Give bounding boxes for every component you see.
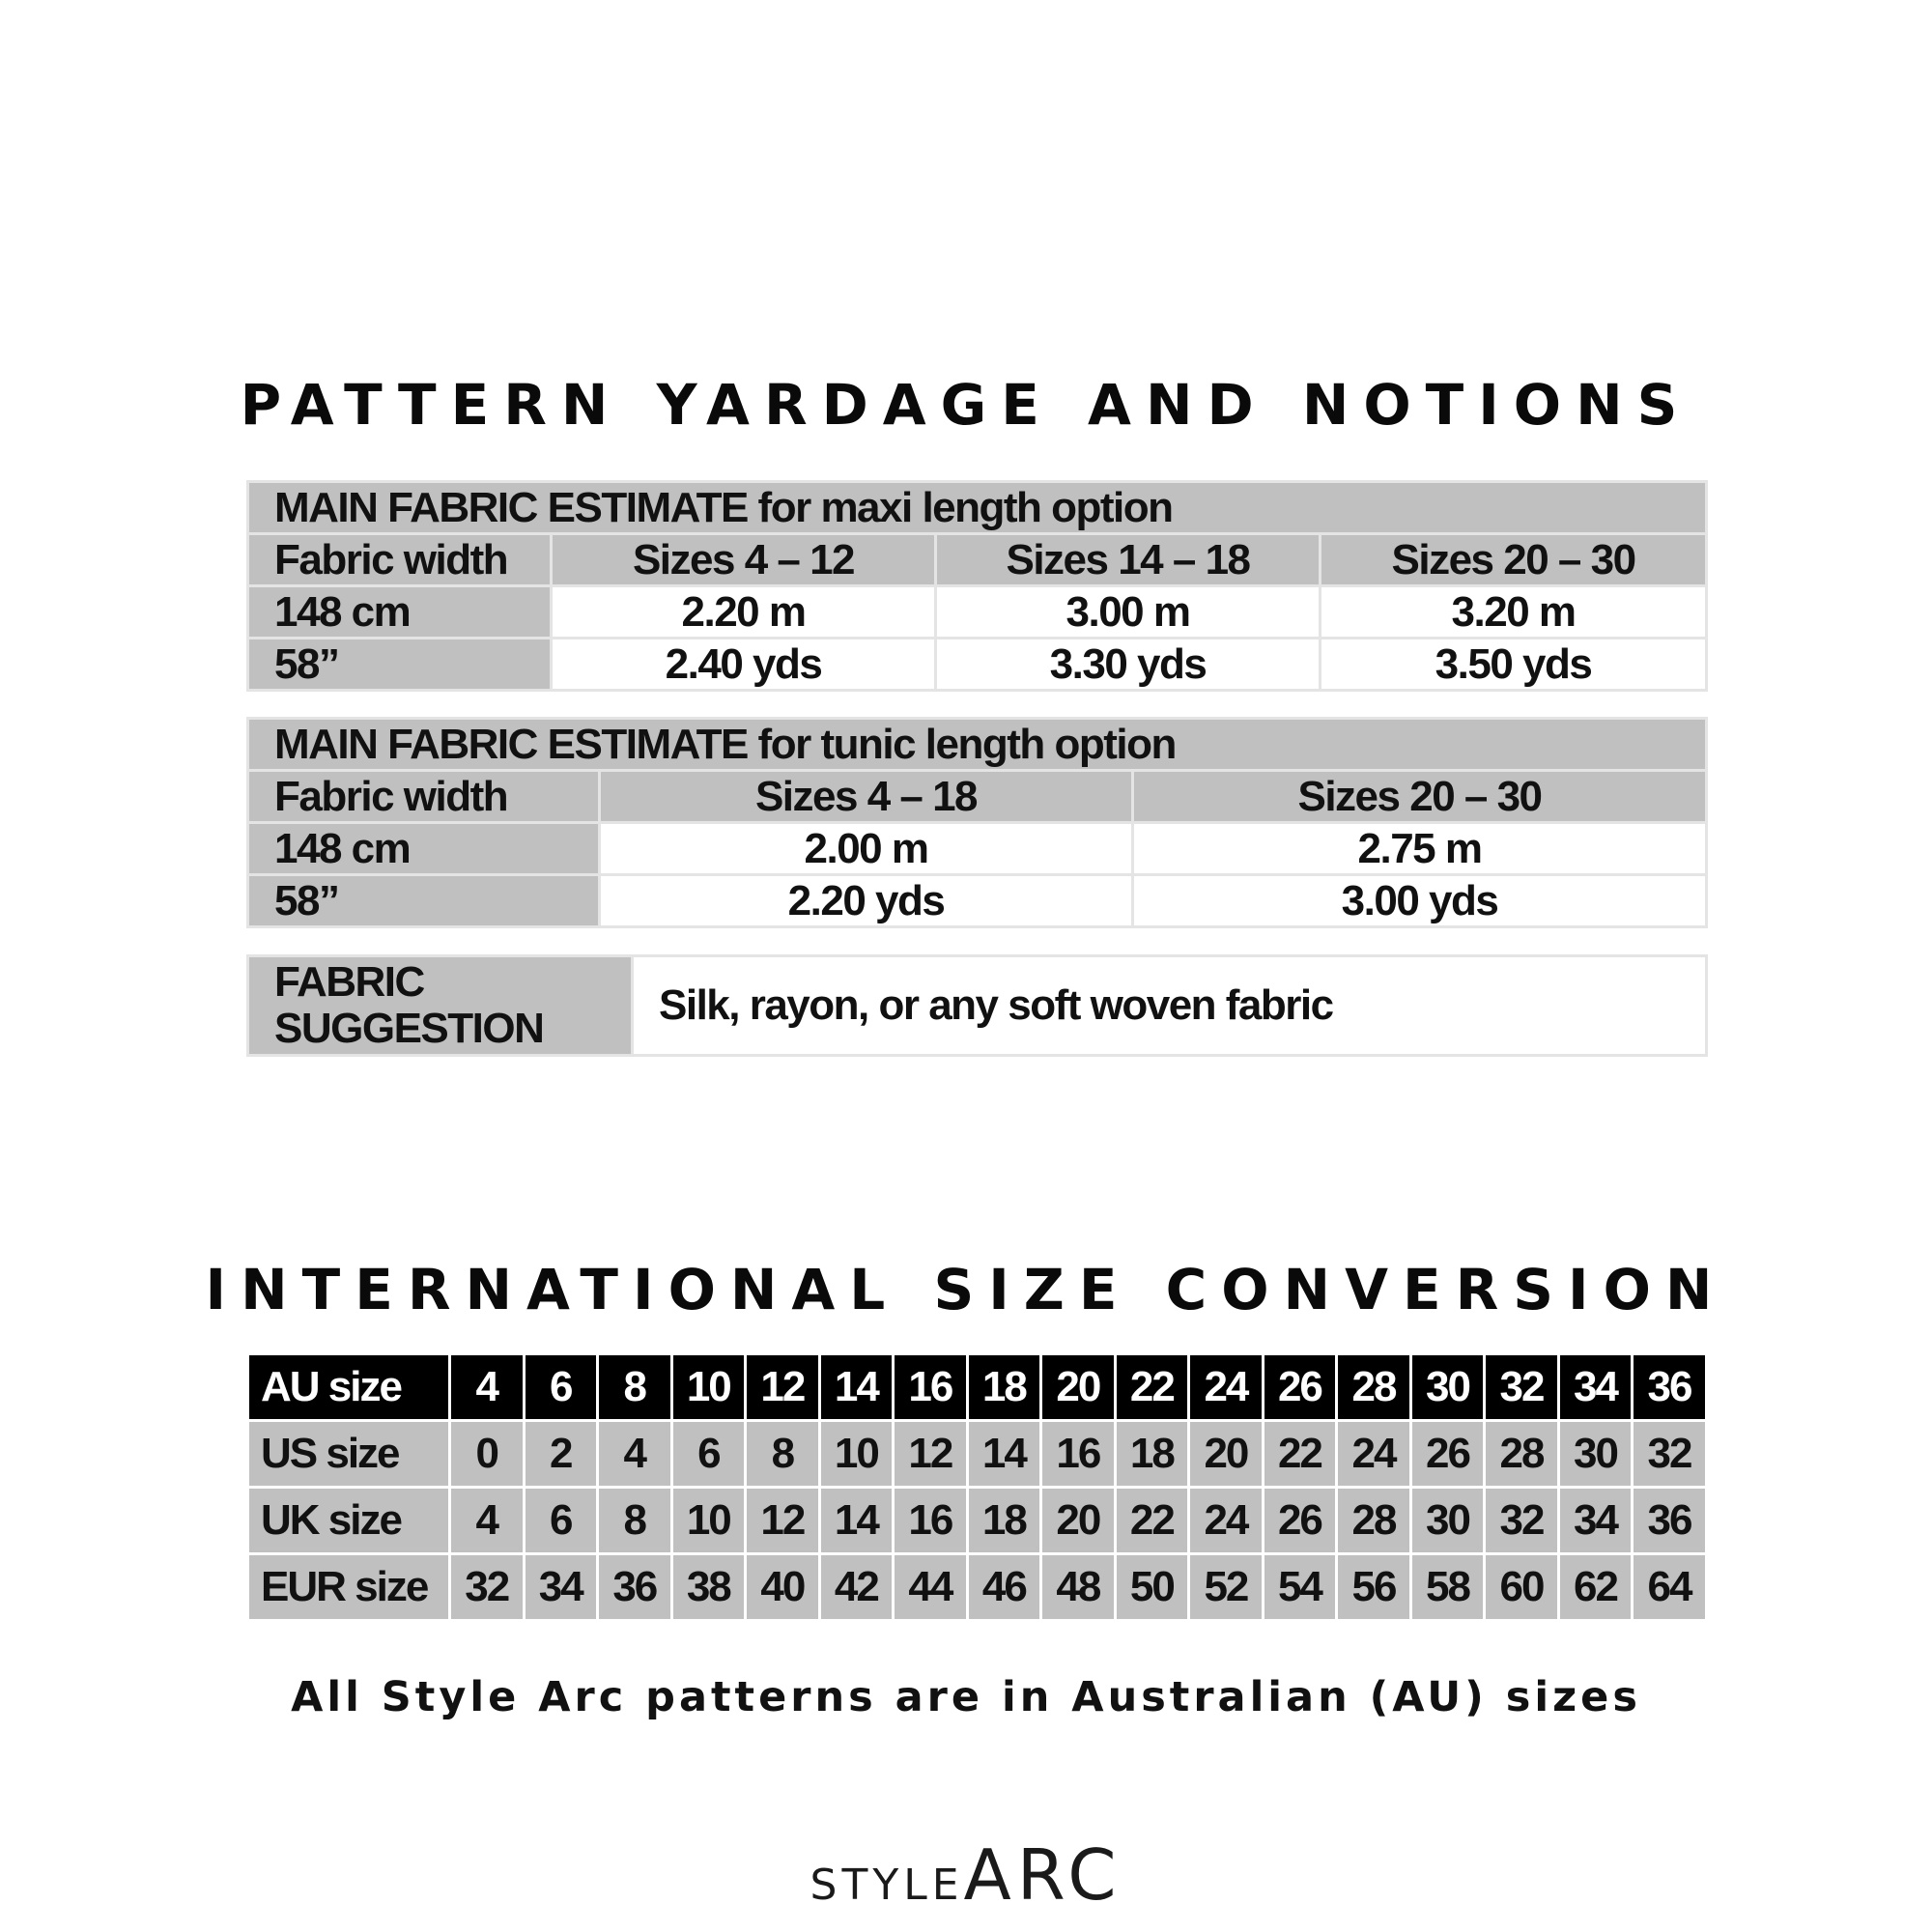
size-cell: 18 <box>967 1354 1041 1421</box>
size-cell: 6 <box>524 1354 598 1421</box>
size-cell: 14 <box>819 1488 894 1554</box>
size-cell: 4 <box>598 1421 672 1488</box>
size-row-label: EUR size <box>248 1554 450 1621</box>
size-cell: 34 <box>524 1554 598 1621</box>
size-cell: 12 <box>746 1488 820 1554</box>
size-cell: 14 <box>819 1354 894 1421</box>
size-cell: 2 <box>524 1421 598 1488</box>
size-cell: 32 <box>1485 1354 1559 1421</box>
size-cell: 28 <box>1337 1354 1411 1421</box>
size-cell: 50 <box>1115 1554 1189 1621</box>
fabric-amount: 3.30 yds <box>936 639 1321 691</box>
fabric-suggestion-text: Silk, rayon, or any soft woven fabric <box>633 956 1707 1056</box>
size-cell: 26 <box>1410 1421 1485 1488</box>
yardage-heading: PATTERN YARDAGE AND NOTIONS <box>240 372 1692 438</box>
table-row <box>248 586 1707 639</box>
row-label-width: 58” <box>248 875 600 927</box>
size-row-label: UK size <box>248 1488 450 1554</box>
size-cell: 10 <box>671 1354 746 1421</box>
size-cell: 0 <box>450 1421 525 1488</box>
size-conversion-heading: INTERNATIONAL SIZE CONVERSION <box>205 1257 1727 1322</box>
fabric-suggestion-label-line1: FABRIC <box>274 958 424 1006</box>
size-cell: 8 <box>746 1421 820 1488</box>
size-row-us <box>248 1421 1707 1488</box>
size-cell: 20 <box>1041 1354 1116 1421</box>
size-cell: 20 <box>1041 1488 1116 1554</box>
size-cell: 46 <box>967 1554 1041 1621</box>
maxi-fabric-table <box>246 480 1708 692</box>
size-cell: 4 <box>450 1354 525 1421</box>
size-cell: 42 <box>819 1554 894 1621</box>
size-cell: 18 <box>967 1488 1041 1554</box>
size-cell: 30 <box>1410 1488 1485 1554</box>
size-cell: 16 <box>894 1354 968 1421</box>
size-cell: 12 <box>894 1421 968 1488</box>
row-label-width: 58” <box>248 639 552 691</box>
fabric-amount: 2.75 m <box>1133 823 1707 875</box>
size-cell: 32 <box>1485 1488 1559 1554</box>
size-cell: 28 <box>1337 1488 1411 1554</box>
fabric-amount: 3.00 yds <box>1133 875 1707 927</box>
size-row-uk <box>248 1488 1707 1554</box>
size-cell: 44 <box>894 1554 968 1621</box>
size-cell: 4 <box>450 1488 525 1554</box>
fabric-suggestion-label-line2: SUGGESTION <box>274 1005 544 1052</box>
size-cell: 8 <box>598 1488 672 1554</box>
size-cell: 54 <box>1263 1554 1337 1621</box>
tunic-col-fabric-width: Fabric width <box>248 771 600 823</box>
size-cell: 10 <box>671 1488 746 1554</box>
size-cell: 8 <box>598 1354 672 1421</box>
fabric-suggestion-table <box>246 954 1708 1057</box>
size-cell: 22 <box>1115 1488 1189 1554</box>
tunic-fabric-table <box>246 717 1708 928</box>
size-cell: 48 <box>1041 1554 1116 1621</box>
size-cell: 32 <box>1633 1421 1707 1488</box>
size-cell: 18 <box>1115 1421 1189 1488</box>
size-cell: 26 <box>1263 1488 1337 1554</box>
table-row <box>248 875 1707 927</box>
fabric-amount: 3.50 yds <box>1321 639 1707 691</box>
size-cell: 24 <box>1189 1354 1264 1421</box>
size-cell: 58 <box>1410 1554 1485 1621</box>
size-cell: 6 <box>671 1421 746 1488</box>
size-cell: 34 <box>1558 1488 1633 1554</box>
maxi-col-sizes: Sizes 4 – 12 <box>552 534 936 586</box>
size-row-label: AU size <box>248 1354 450 1421</box>
size-cell: 52 <box>1189 1554 1264 1621</box>
maxi-table-title: MAIN FABRIC ESTIMATE for maxi length option <box>248 482 1707 534</box>
maxi-col-sizes: Sizes 20 – 30 <box>1321 534 1707 586</box>
size-row-au <box>248 1354 1707 1421</box>
maxi-col-sizes: Sizes 14 – 18 <box>936 534 1321 586</box>
row-label-width: 148 cm <box>248 586 552 639</box>
size-cell: 34 <box>1558 1354 1633 1421</box>
table-row <box>248 639 1707 691</box>
fabric-amount: 2.40 yds <box>552 639 936 691</box>
tunic-col-sizes: Sizes 20 – 30 <box>1133 771 1707 823</box>
size-cell: 6 <box>524 1488 598 1554</box>
maxi-col-fabric-width: Fabric width <box>248 534 552 586</box>
logo-arc-text: ARC <box>963 1834 1122 1916</box>
size-cell: 14 <box>967 1421 1041 1488</box>
size-cell: 20 <box>1189 1421 1264 1488</box>
size-cell: 22 <box>1115 1354 1189 1421</box>
size-cell: 30 <box>1410 1354 1485 1421</box>
row-label-width: 148 cm <box>248 823 600 875</box>
fabric-suggestion-label <box>248 956 633 1056</box>
fabric-amount: 3.00 m <box>936 586 1321 639</box>
table-row <box>248 823 1707 875</box>
size-row-label: US size <box>248 1421 450 1488</box>
size-footnote: All Style Arc patterns are in Australian (AU) sizes <box>291 1673 1641 1721</box>
size-cell: 38 <box>671 1554 746 1621</box>
size-cell: 10 <box>819 1421 894 1488</box>
fabric-amount: 2.00 m <box>600 823 1133 875</box>
fabric-amount: 3.20 m <box>1321 586 1707 639</box>
tunic-col-sizes: Sizes 4 – 18 <box>600 771 1133 823</box>
size-cell: 36 <box>598 1554 672 1621</box>
size-cell: 16 <box>894 1488 968 1554</box>
size-cell: 62 <box>1558 1554 1633 1621</box>
size-cell: 56 <box>1337 1554 1411 1621</box>
size-cell: 60 <box>1485 1554 1559 1621</box>
tunic-table-title: MAIN FABRIC ESTIMATE for tunic length option <box>248 719 1707 771</box>
size-cell: 24 <box>1189 1488 1264 1554</box>
size-row-eur <box>248 1554 1707 1621</box>
size-cell: 26 <box>1263 1354 1337 1421</box>
size-cell: 64 <box>1633 1554 1707 1621</box>
size-cell: 32 <box>450 1554 525 1621</box>
size-cell: 30 <box>1558 1421 1633 1488</box>
size-cell: 36 <box>1633 1488 1707 1554</box>
fabric-amount: 2.20 m <box>552 586 936 639</box>
logo-style-text: STYLE <box>810 1861 964 1910</box>
size-cell: 24 <box>1337 1421 1411 1488</box>
size-conversion-table <box>246 1352 1708 1622</box>
style-arc-logo <box>0 1834 1932 1916</box>
size-cell: 22 <box>1263 1421 1337 1488</box>
size-cell: 40 <box>746 1554 820 1621</box>
size-cell: 28 <box>1485 1421 1559 1488</box>
size-cell: 16 <box>1041 1421 1116 1488</box>
size-cell: 12 <box>746 1354 820 1421</box>
fabric-amount: 2.20 yds <box>600 875 1133 927</box>
size-cell: 36 <box>1633 1354 1707 1421</box>
